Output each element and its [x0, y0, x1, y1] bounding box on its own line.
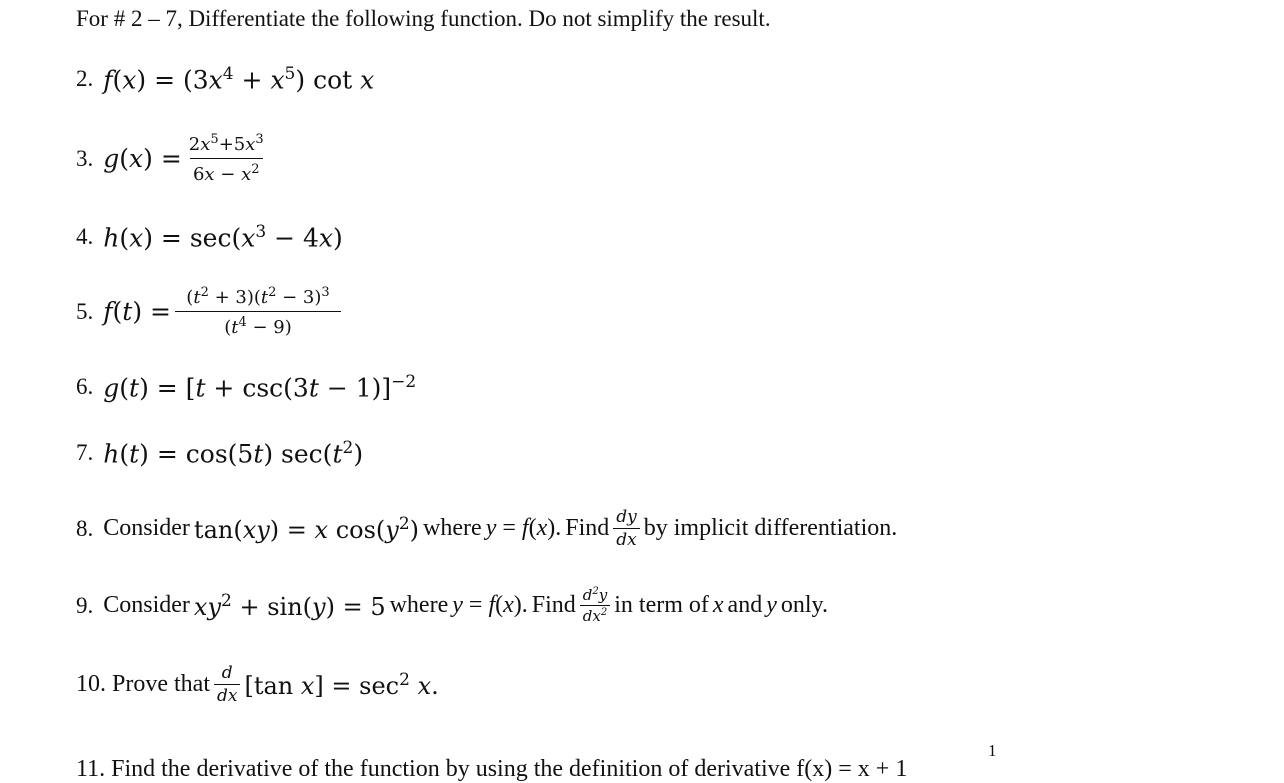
problem-3	[76, 132, 271, 185]
word-and: and	[727, 592, 763, 618]
equation: tan(xy) = x $\cos(y^2)$	[193, 513, 420, 544]
problem-6-math: $g(t) = [t + \csc(3t - 1)]^{-2}$	[103, 372, 417, 403]
problem-6	[76, 372, 416, 402]
instruction-text: in term of	[614, 592, 709, 618]
cut-off-problem-11	[76, 748, 936, 782]
second-derivative-fraction: $\frac{d^2y}{dx^2}$	[580, 586, 610, 625]
word-find: Find	[531, 592, 576, 618]
problem-7-math: h(t) = cos(5t) $\sec(t^2)$	[103, 438, 364, 469]
word-prove-that: Prove that	[112, 671, 210, 697]
instructions-heading: For # 2 – 7, Differentiate the following function. Do not simplify the result.	[76, 6, 771, 31]
problem-8	[76, 507, 897, 550]
problem-number: 4.	[76, 224, 94, 250]
word-find: Find	[565, 515, 610, 541]
problem-5	[76, 285, 345, 338]
fraction: $\frac{2x^5+5x^3}{6x - x^2}$	[188, 132, 264, 185]
fraction: $\frac{(t^2 + 3)(t^2 - 3)^3}{(t^4 - 9)}$	[175, 285, 341, 338]
problem-4-math: $h(x) = \sec(x^3 - 4x)$	[103, 222, 343, 253]
problem-number: 8.	[76, 515, 94, 541]
word-consider: Consider	[103, 592, 190, 618]
problem-2	[76, 64, 374, 94]
cut-off-text: 11. Find the derivative of the function by using the definition of derivative f(x) = x + 1	[76, 756, 908, 782]
problem-number: 6.	[76, 374, 94, 400]
relation: y = f(x).	[452, 592, 528, 618]
word-where: where	[389, 592, 449, 618]
problem-10	[76, 663, 439, 706]
relation: y = f(x).	[485, 515, 562, 541]
instruction-text: by implicit differentiation.	[643, 515, 898, 541]
problem-number: 5.	[76, 298, 94, 324]
problem-5-math: f(t) =	[103, 297, 171, 326]
problem-number: 7.	[76, 440, 94, 466]
word-where: where	[423, 515, 482, 541]
derivative-operator: $\frac{d}{dx}$	[214, 663, 240, 706]
equation: $xy^2 + \sin(y) = 5$	[193, 590, 386, 621]
problem-number: 9.	[76, 592, 94, 618]
equation: [tan $x] = \sec^2 x$.	[244, 669, 439, 700]
problem-2-math: $f(x) = (3x^4 + x^5)$ cot x	[103, 64, 375, 95]
problem-7	[76, 438, 363, 468]
derivative-fraction: $\frac{dy}{dx}$	[613, 507, 640, 550]
problem-number: 3.	[76, 145, 94, 171]
problem-4	[76, 222, 343, 252]
problem-number: 2.	[76, 66, 94, 92]
word-only: only.	[780, 592, 828, 618]
problem-3-math: g(x) =	[103, 144, 182, 173]
problem-9: 9. Consider $xy^2 + \sin(y) = 5$ where y = f(x). Find $\frac{d^2y}{dx^2}$ in term of x and y only.	[76, 586, 828, 625]
page-number: 1	[988, 741, 997, 760]
problem-number: 10.	[76, 671, 106, 697]
word-consider: Consider	[103, 515, 190, 541]
